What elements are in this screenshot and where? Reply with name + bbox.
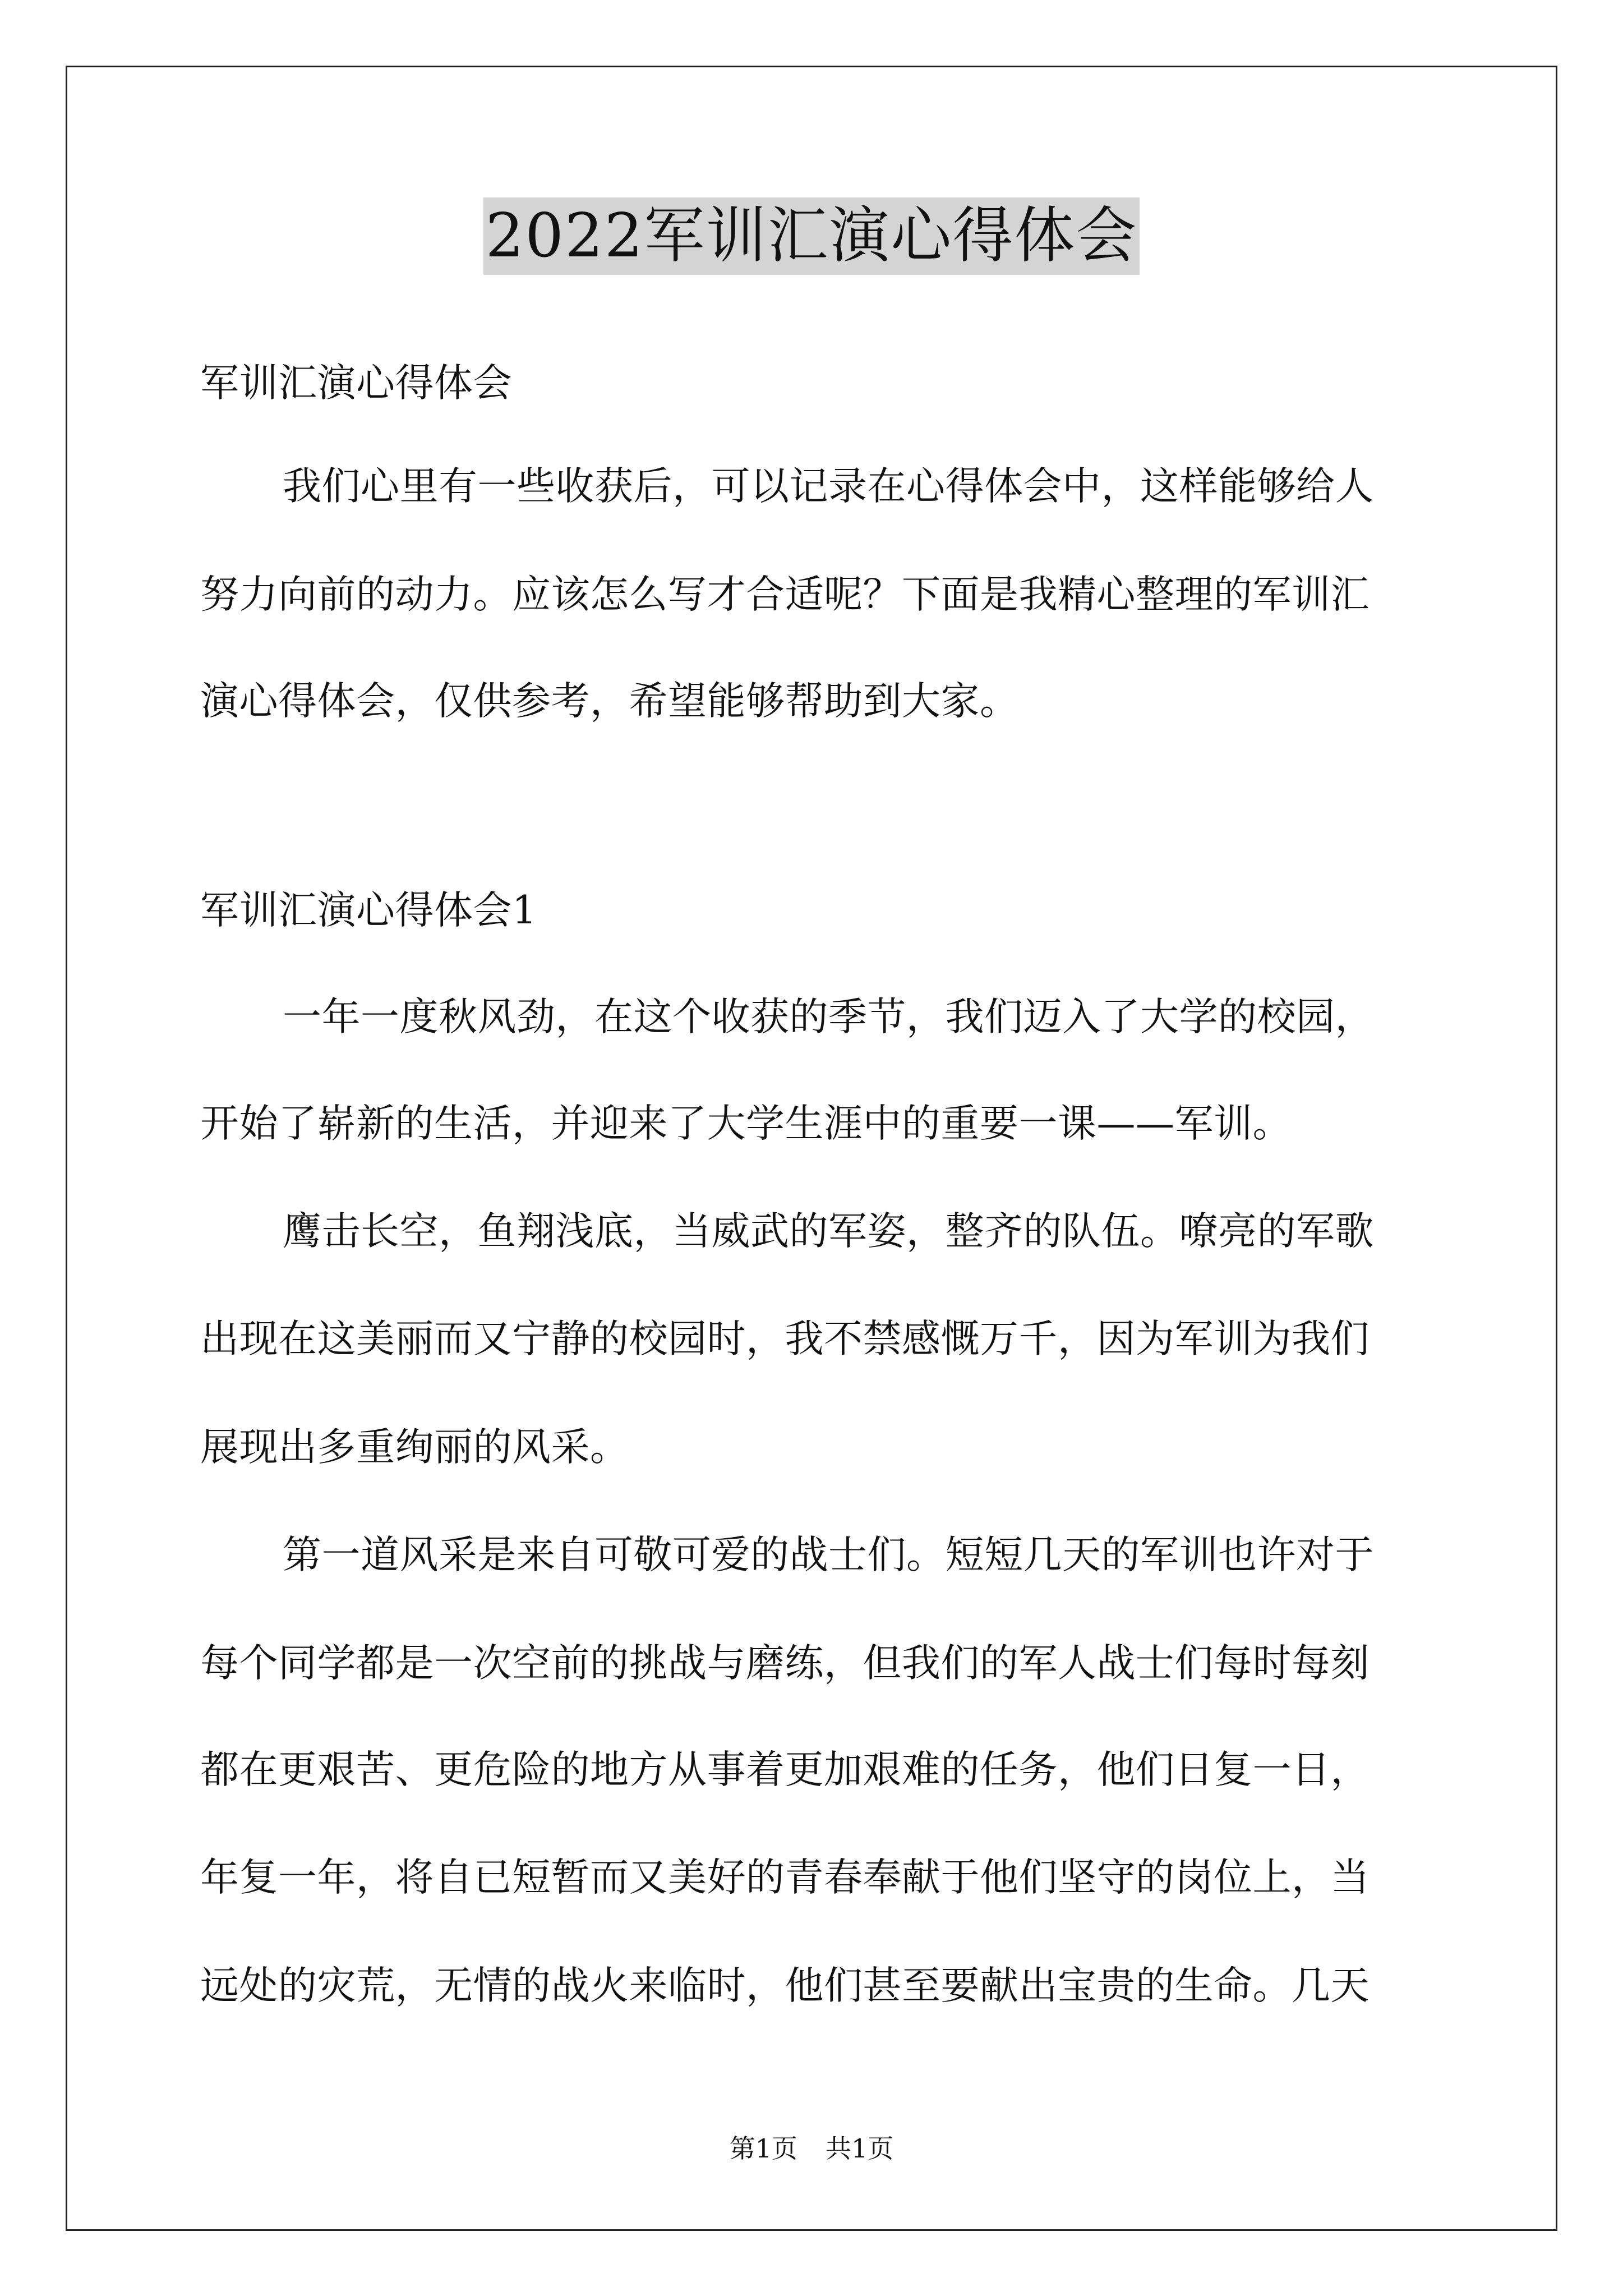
paragraph-line: 每个同学都是一次空前的挑战与磨练，但我们的军人战士们每时每刻 <box>200 1641 1370 1686</box>
section-heading: 军训汇演心得体会 <box>200 361 512 406</box>
paragraph-line: 远处的灾荒，无情的战火来临时，他们甚至要献出宝贵的生命。几天 <box>200 1963 1370 2008</box>
page-number: 第1页 <box>729 2133 797 2164</box>
paragraph-line: 鹰击长空，鱼翔浅底，当威武的军姿，整齐的队伍。嘹亮的军歌 <box>283 1209 1374 1254</box>
page-total: 共1页 <box>826 2133 894 2164</box>
paragraph-line: 我们心里有一些收获后，可以记录在心得体会中，这样能够给人 <box>283 464 1374 509</box>
paragraph-line: 演心得体会，仅供参考，希望能够帮助到大家。 <box>200 679 1019 724</box>
paragraph-line: 出现在这美丽而又宁静的校园时，我不禁感慨万千，因为军训为我们 <box>200 1317 1370 1361</box>
title-container <box>0 197 1623 275</box>
paragraph-line: 开始了崭新的生活，并迎来了大学生涯中的重要一课——军训。 <box>200 1101 1292 1146</box>
paragraph-line: 展现出多重绚丽的风采。 <box>200 1425 629 1470</box>
document-title: 2022军训汇演心得体会 <box>483 197 1140 275</box>
paragraph-line: 第一道风采是来自可敬可爱的战士们。短短几天的军训也许对于 <box>283 1533 1374 1577</box>
section-heading: 军训汇演心得体会1 <box>200 888 537 933</box>
paragraph-line: 努力向前的动力。应该怎么写才合适呢？下面是我精心整理的军训汇 <box>200 572 1370 617</box>
paragraph-line: 一年一度秋风劲，在这个收获的季节，我们迈入了大学的校园， <box>283 995 1374 1039</box>
paragraph-line: 年复一年，将自已短暂而又美好的青春奉献于他们坚守的岗位上，当 <box>200 1855 1370 1900</box>
paragraph-line: 都在更艰苦、更危险的地方从事着更加艰难的任务，他们日复一日， <box>200 1747 1370 1792</box>
page-footer <box>0 2132 1623 2165</box>
